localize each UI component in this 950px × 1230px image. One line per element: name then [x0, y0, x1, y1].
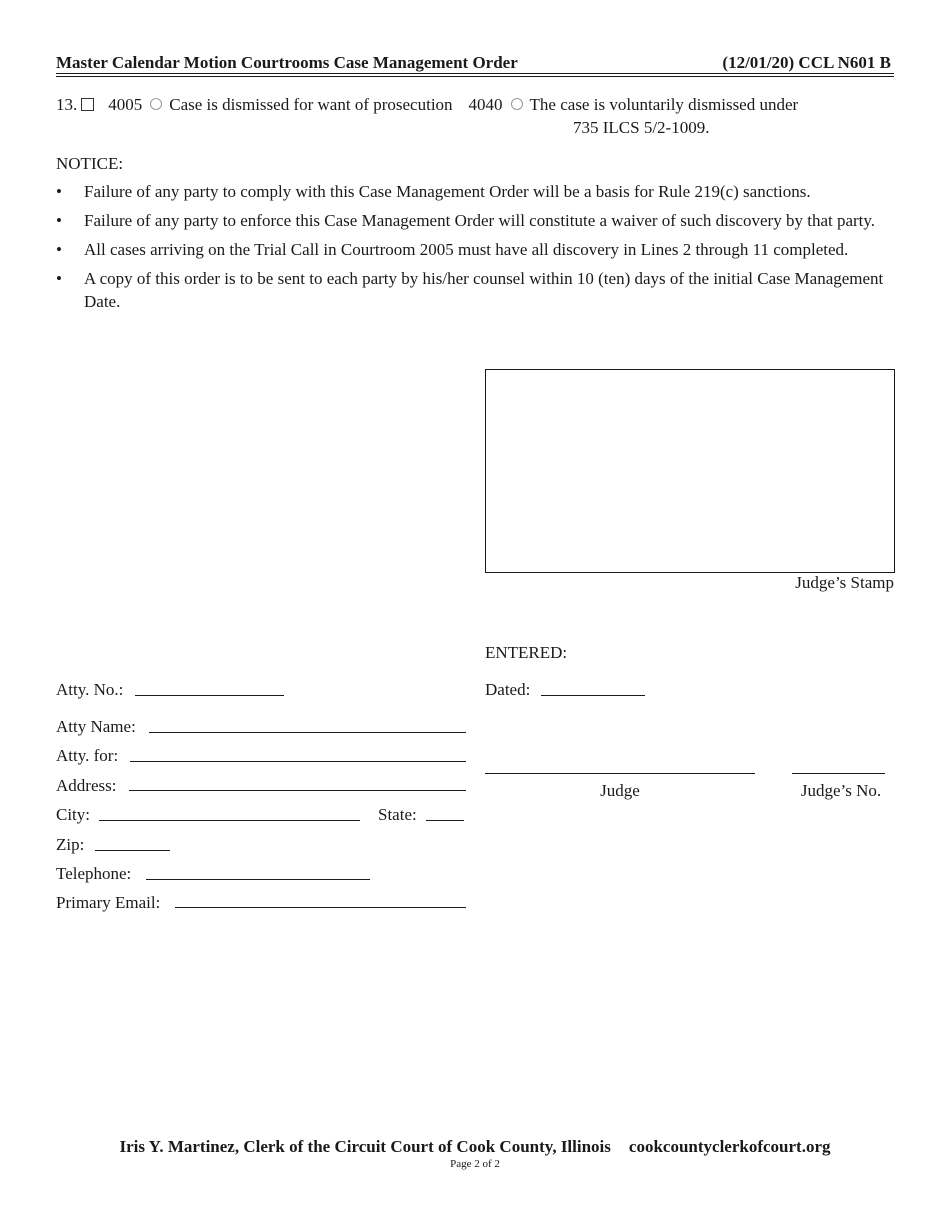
notice-text: A copy of this order is to be sent to each party by his/her counsel within 10 (ten) days of the initial Case Management Date. — [84, 269, 884, 311]
judge-label: Judge — [600, 781, 640, 800]
notice-heading: NOTICE: — [56, 154, 124, 173]
address-field[interactable] — [129, 790, 466, 791]
option-4040-code: 4040 — [468, 95, 503, 114]
telephone-label: Telephone: — [56, 864, 132, 883]
bullet: • — [56, 182, 62, 201]
state-field[interactable] — [426, 820, 464, 821]
option-4040-text-cont: 735 ILCS 5/2-1009. — [573, 118, 710, 137]
notice-item — [56, 238, 896, 261]
footer-clerk: Iris Y. Martinez, Clerk of the Circuit Court of Cook County, Illinois — [119, 1137, 611, 1156]
notice-item — [56, 267, 896, 313]
atty-no-label: Atty. No.: — [56, 680, 124, 699]
page-number: Page 2 of 2 — [450, 1158, 500, 1170]
judge-stamp-label: Judge’s Stamp — [795, 573, 894, 592]
bullet: • — [56, 269, 62, 288]
city-label: City: — [56, 805, 91, 824]
item-number: 13. — [56, 95, 78, 114]
footer-clerk-line — [0, 1137, 950, 1157]
bullet: • — [56, 240, 62, 259]
city-field[interactable] — [99, 820, 360, 821]
option-4040-radio[interactable] — [511, 98, 523, 110]
telephone-field[interactable] — [146, 879, 370, 880]
dated-field[interactable] — [541, 695, 645, 696]
judge-number-field[interactable] — [792, 773, 885, 774]
address-label: Address: — [56, 776, 117, 795]
atty-for-label: Atty. for: — [56, 746, 119, 765]
notice-text: All cases arriving on the Trial Call in Courtroom 2005 must have all discovery in Lines 2 through 11 completed. — [84, 240, 849, 259]
option-4005-code: 4005 — [108, 95, 143, 114]
item-13-checkbox[interactable] — [81, 98, 94, 111]
bullet: • — [56, 211, 62, 230]
judge-stamp-box[interactable] — [485, 369, 895, 573]
judge-signature-field[interactable] — [485, 773, 755, 774]
option-4005-radio[interactable] — [150, 98, 162, 110]
atty-for-field[interactable] — [130, 761, 466, 762]
footer-website[interactable]: cookcountyclerkofcourt.org — [628, 1137, 831, 1156]
entered-label: ENTERED: — [485, 643, 568, 662]
email-label: Primary Email: — [56, 893, 161, 912]
atty-name-field[interactable] — [149, 732, 466, 733]
notice-text: Failure of any party to enforce this Case Management Order will constitute a waiver of such discovery by that party. — [84, 211, 876, 230]
dated-label: Dated: — [485, 680, 531, 699]
judge-number-label: Judge’s No. — [800, 781, 882, 800]
option-4005-text: Case is dismissed for want of prosecution — [169, 95, 453, 114]
form-code: (12/01/20) CCL N601 B — [722, 53, 891, 72]
atty-name-label: Atty Name: — [56, 717, 136, 736]
email-field[interactable] — [175, 907, 466, 908]
option-4040-text: The case is voluntarily dismissed under — [529, 95, 799, 114]
notice-list — [56, 180, 896, 319]
header-rule — [56, 73, 894, 74]
notice-text: Failure of any party to comply with this Case Management Order will be a basis for Rule 219(c) sanctions. — [84, 182, 811, 201]
atty-no-field[interactable] — [135, 695, 284, 696]
zip-label: Zip: — [56, 835, 85, 854]
notice-item — [56, 180, 896, 203]
state-label: State: — [378, 805, 417, 824]
zip-field[interactable] — [95, 850, 170, 851]
form-title: Master Calendar Motion Courtrooms Case Management Order — [56, 53, 518, 72]
header-rule-secondary — [56, 76, 894, 77]
item-13-row — [56, 95, 798, 115]
notice-item — [56, 209, 896, 232]
